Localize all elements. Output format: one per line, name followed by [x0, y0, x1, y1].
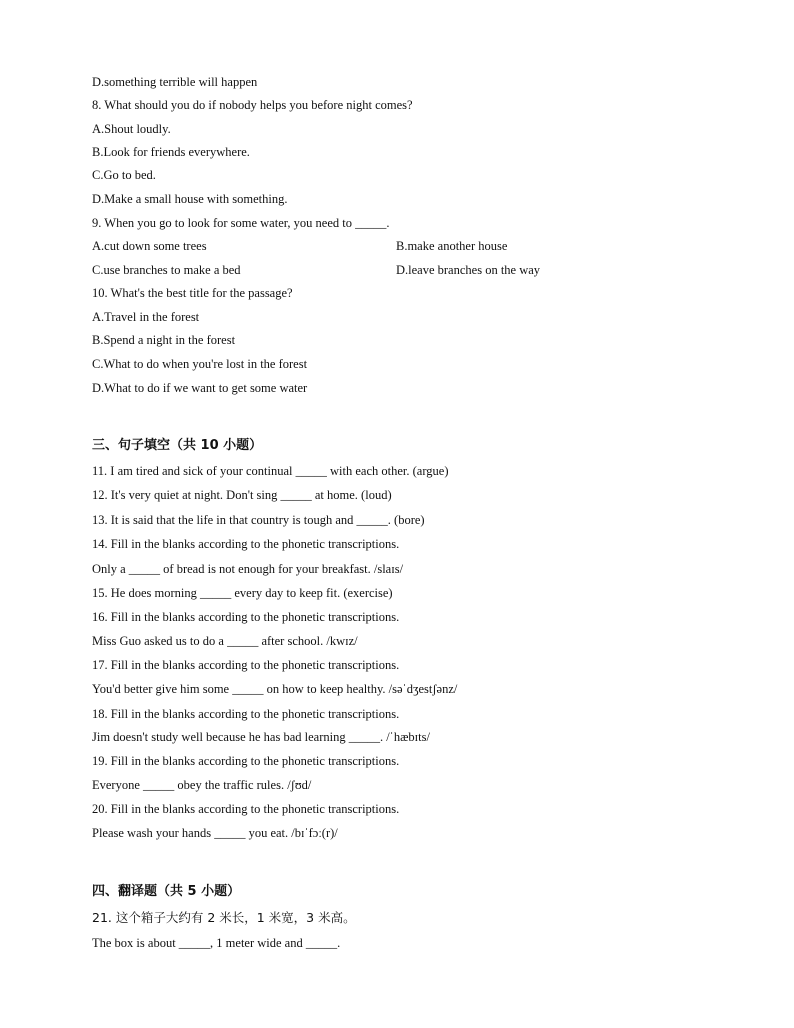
section3-line: 13. It is said that the life in that country is tough and _____. (bore) — [92, 513, 425, 527]
section3-line: 12. It's very quiet at night. Don't sing _____ at home. (loud) — [92, 488, 392, 502]
q10-question: 10. What's the best title for the passage? — [92, 286, 293, 300]
q10-option-a: A.Travel in the forest — [92, 310, 200, 324]
q10-option-d: D.What to do if we want to get some water — [92, 381, 308, 395]
q21-english: The box is about _____, 1 meter wide and _____. — [92, 936, 341, 950]
section3-line: Jim doesn't study well because he has bad learning _____. /ˈhæbɪts/ — [92, 730, 430, 744]
section3-line: 14. Fill in the blanks according to the phonetic transcriptions. — [92, 537, 400, 551]
q8-question: 8. What should you do if nobody helps you before night comes? — [92, 98, 413, 112]
q9-question: 9. When you go to look for some water, you need to _____. — [92, 216, 390, 230]
q10-option-b: B.Spend a night in the forest — [92, 333, 236, 347]
q9-option-a: A.cut down some trees — [92, 239, 207, 253]
section3-line: You'd better give him some _____ on how to keep healthy. /səˈdʒestʃənz/ — [92, 682, 458, 696]
q9-option-c: C.use branches to make a bed — [92, 263, 241, 277]
section3-line: 11. I am tired and sick of your continual _____ with each other. (argue) — [92, 464, 449, 478]
q9-option-d: D.leave branches on the way — [396, 263, 541, 277]
q9-option-b: B.make another house — [396, 239, 508, 253]
section3-line: 17. Fill in the blanks according to the phonetic transcriptions. — [92, 658, 400, 672]
section3-line: Miss Guo asked us to do a _____ after school. /kwɪz/ — [92, 634, 358, 648]
section3-line: 15. He does morning _____ every day to keep fit. (exercise) — [92, 586, 393, 600]
section3-line: 19. Fill in the blanks according to the phonetic transcriptions. — [92, 754, 400, 768]
section3-line: 16. Fill in the blanks according to the phonetic transcriptions. — [92, 610, 400, 624]
section3-line: Only a _____ of bread is not enough for your breakfast. /slaɪs/ — [92, 562, 404, 576]
section3-line: Everyone _____ obey the traffic rules. /ʃʊd/ — [92, 778, 312, 792]
q7-option-d: D.something terrible will happen — [92, 75, 258, 89]
section3-line: 18. Fill in the blanks according to the phonetic transcriptions. — [92, 707, 400, 721]
section3-heading: 三、句子填空（共 10 小题） — [92, 438, 263, 453]
q8-option-c: C.Go to bed. — [92, 168, 156, 182]
section3-line: Please wash your hands _____ you eat. /bɪˈfɔː(r)/ — [92, 826, 338, 840]
q8-option-d: D.Make a small house with something. — [92, 192, 288, 206]
section4-heading: 四、翻译题（共 5 小题） — [92, 884, 241, 899]
q10-option-c: C.What to do when you're lost in the forest — [92, 357, 308, 371]
q8-option-b: B.Look for friends everywhere. — [92, 145, 250, 159]
q21-chinese: 21. 这个箱子大约有 2 米长，1 米宽，3 米高。 — [92, 910, 356, 925]
q8-option-a: A.Shout loudly. — [92, 122, 171, 136]
section3-line: 20. Fill in the blanks according to the phonetic transcriptions. — [92, 802, 400, 816]
